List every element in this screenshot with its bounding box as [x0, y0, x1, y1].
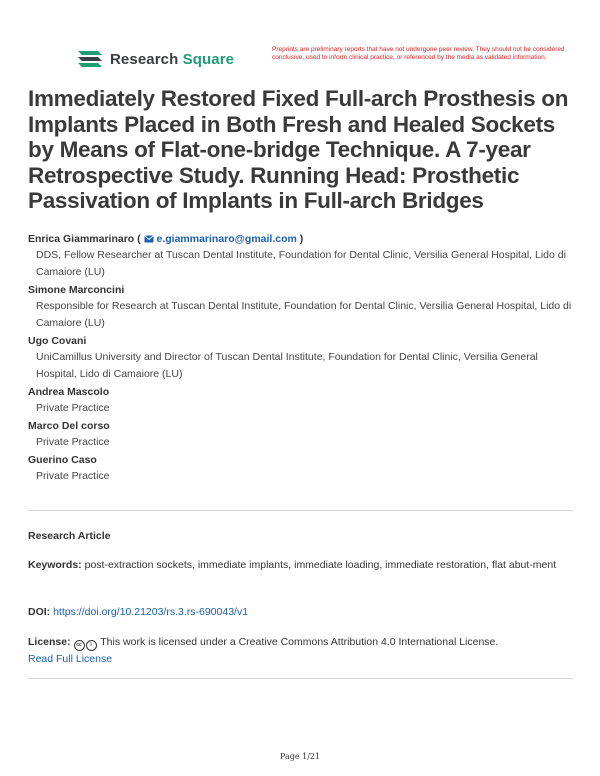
author-list: [28, 232, 576, 487]
preprint-notice: Preprints are preliminary reports that have not undergone peer review. They should not be considered conclusive, used to inform clinical practice, or referenced by the media as validated information.: [272, 46, 565, 61]
author-affiliation: Private Practice: [36, 436, 110, 448]
license-text: This work is licensed under a Creative Commons Attribution 4.0 International License.: [100, 636, 499, 648]
author-entry: [28, 334, 576, 383]
page-number: Page 1/21: [279, 752, 321, 761]
attribution-icon: i: [86, 640, 97, 651]
author-name: Simone Marconcini: [28, 284, 125, 296]
brand-name-part1: Research: [110, 50, 179, 68]
author-entry: [28, 283, 576, 332]
author-entry: [28, 232, 576, 281]
read-full-license-link[interactable]: Read Full License: [28, 653, 113, 665]
author-name: Marco Del corso: [28, 420, 110, 432]
license-section: [28, 634, 576, 668]
author-affiliation: Responsible for Research at Tuscan Dental Institute, Foundation for Dental Clinic, Versilia General Hospital, Lido di Camaiore (LU): [36, 300, 572, 329]
brand-name-part2: Square: [182, 50, 235, 68]
doi-label: DOI:: [28, 606, 51, 618]
research-square-logo[interactable]: [76, 48, 234, 70]
author-name: Guerino Caso: [28, 454, 97, 466]
envelope-icon: [144, 235, 154, 243]
author-affiliation: UniCamillus University and Director of Tuscan Dental Institute, Foundation for Dental Clinic, Versilia General Hospital, Lido di Camaiore (LU): [36, 351, 538, 380]
author-affiliation: DDS, Fellow Researcher at Tuscan Dental Institute, Foundation for Dental Clinic, Versilia General Hospital, Lido di Camaiore (LU): [36, 249, 566, 278]
divider-top: [28, 510, 573, 511]
license-label: License:: [28, 636, 71, 648]
research-square-logo-icon: [76, 48, 104, 70]
brand-name: [110, 51, 234, 68]
author-email[interactable]: e.giammarinaro@gmail.com: [156, 233, 297, 245]
author-name: Enrica Giammarinaro: [28, 233, 135, 245]
keywords-section: [28, 557, 576, 574]
doi-section: [28, 604, 576, 621]
doi-link[interactable]: https://doi.org/10.21203/rs.3.rs-690043/v1: [53, 606, 249, 618]
author-affiliation: Private Practice: [36, 470, 110, 482]
author-name: Ugo Covani: [28, 335, 87, 347]
author-email-link[interactable]: ( e.giammarinaro@gmail.com ): [137, 233, 304, 245]
author-entry: [28, 385, 576, 417]
divider-bottom: [28, 678, 573, 679]
author-affiliation: Private Practice: [36, 402, 110, 414]
keywords-label: Keywords:: [28, 559, 82, 571]
author-name: Andrea Mascolo: [28, 386, 110, 398]
paper-title: Immediately Restored Fixed Full-arch Prosthesis on Implants Placed in Both Fresh and Healed Sockets by Means of Flat-one-bridge Technique. A 7-year Retrospective Study. Running Head: Prosthetic Passivation of Implants in Full-arch Bridges: [28, 86, 569, 213]
creative-commons-icon: cc: [74, 640, 85, 651]
keywords-value: post-extraction sockets, immediate implants, immediate loading, immediate restoration, flat abut-ment: [84, 559, 557, 571]
author-entry: [28, 453, 576, 485]
article-type: Research Article: [28, 530, 111, 542]
author-entry: [28, 419, 576, 451]
